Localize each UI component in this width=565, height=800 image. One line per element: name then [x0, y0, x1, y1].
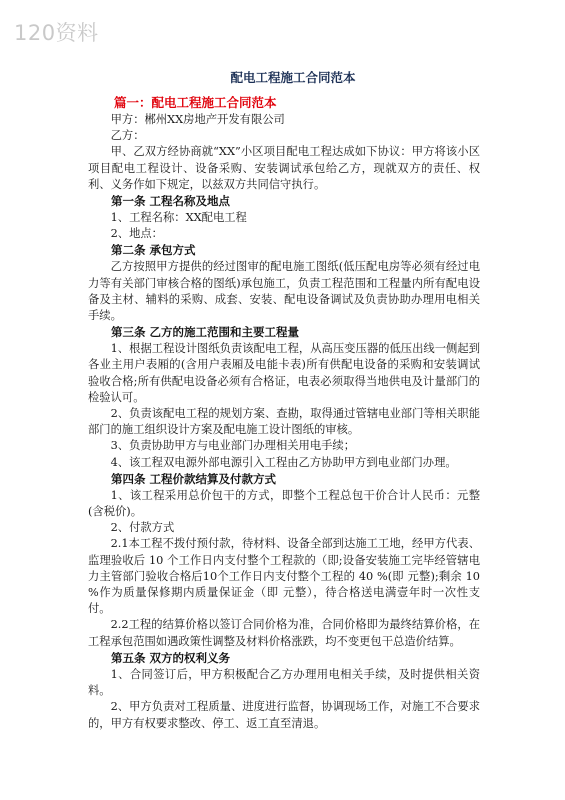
document-body	[88, 112, 480, 732]
paragraph: 2、地点：	[110, 227, 163, 241]
paragraph: 2、负责该配电工程的规划方案、查勘，取得通过管辖电业部门等相关职能部门的施工组织设计方案及配电施工设计图纸的审核。	[88, 407, 480, 437]
paragraph: 2.2工程的结算价格以签订合同价格为准，合同价格即为最终结算价格，在工程承包范围如遇政策性调整及材料价格涨跌，均不变更包干总造价结算。	[88, 618, 480, 648]
article-heading: 第三条 乙方的施工范围和主要工程量	[111, 325, 300, 340]
article-heading: 第一条 工程名称及地点	[111, 194, 231, 209]
paragraph: 甲方：郴州XX房地产开发有限公司	[110, 113, 285, 126]
paragraph: 甲、乙双方经协商就“XX”小区项目配电工程达成如下协议：甲方将该小区项目配电工程设计、设备采购、安装调试承包给乙方，现就双方的责任、权利、义务作如下规定，以兹双方共同信守执行。	[88, 145, 480, 191]
paragraph: 2、甲方负责对工程质量、进度进行监督，协调现场工作，对施工不合要求的，甲方有权要求整改、停工、返工直至清退。	[88, 700, 480, 730]
paragraph: 1、根据工程设计图纸负责该配电工程，从高压变压器的低压出线一侧起到各业主用户表厢的(含用户表厢及电能卡表)所有供配电设备的采购和安装调试验收合格;所有供配电设备必须有合格证，电表必须取得当地供电及计量部门的检验认可。	[88, 342, 480, 404]
paragraph: 3、负责协助甲方与电业部门办理相关用电手续；	[110, 439, 356, 453]
paragraph: 2.1本工程不拨付预付款，待材料、设备全部到达施工工地，经甲方代表、监理验收后 10 个工作日内支付整个工程款的（即;设备安装施工完毕经管辖电力主管部门验收合格后10个工作日内支付整个工程的 40 %(即 元整);剩余 10 %作为质量保修期内质量保证金（即 元整），待合格送电满壹年时一次性支付。	[88, 537, 480, 616]
article-heading: 第五条 双方的权利义务	[111, 650, 231, 665]
paragraph: 1、工程名称：XX配电工程	[110, 211, 247, 225]
paragraph: 乙方按照甲方提供的经过图审的配电施工图纸(低压配电房等必须有经过电力等有关部门审核合格的图纸)承包施工，负责工程范围和工程量内所有配电设备及主材、辅料的采购、成套、安装、配电设备调试及负责协助办理用电相关手续。	[88, 260, 480, 323]
paragraph: 4、该工程双电源外部电源引入工程由乙方协助甲方到电业部门办理。	[110, 455, 457, 469]
watermark-logo: 120资料	[14, 21, 99, 45]
document-title: 配电工程施工合同范本	[230, 70, 356, 85]
article-heading: 第二条 承包方式	[111, 243, 196, 258]
paragraph: 1、合同签订后，甲方积极配合乙方办理用电相关手续，及时提供相关资料。	[88, 667, 480, 698]
paragraph: 2、付款方式	[110, 521, 175, 535]
paragraph: 乙方：	[110, 129, 145, 143]
article-heading: 第四条 工程价款结算及付款方式	[111, 471, 277, 486]
document-page	[88, 68, 480, 732]
paragraph: 1、该工程采用总价包干的方式，即整个工程总包干价合计人民币：元整(含税价)。	[88, 488, 480, 519]
section-subtitle: 篇一：配电工程施工合同范本	[114, 95, 277, 110]
